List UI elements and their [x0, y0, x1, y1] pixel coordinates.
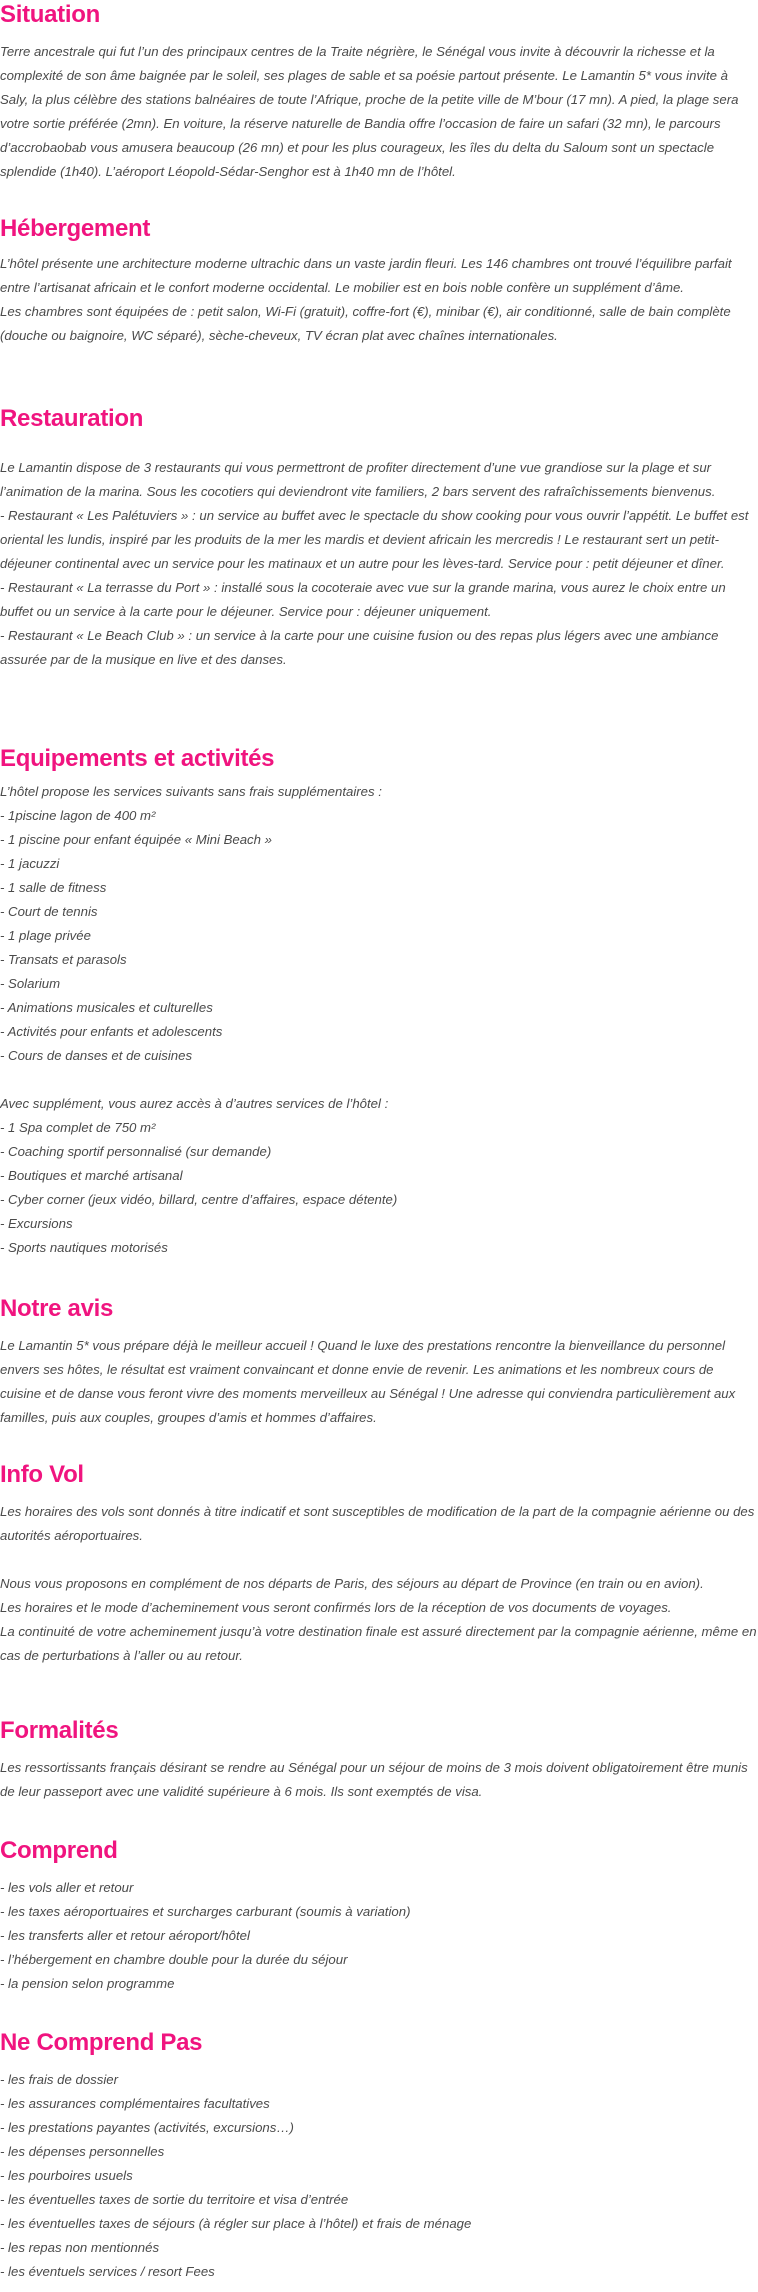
section-title-equipements: Equipements et activités — [0, 745, 275, 772]
section-title-info-vol: Info Vol — [0, 1461, 84, 1488]
list-item: - 1 piscine pour enfant équipée « Mini Beach » — [0, 832, 272, 847]
ne-comprend-pas-list — [0, 2068, 758, 2284]
list-item: - 1 jacuzzi — [0, 856, 60, 871]
list-item: - 1 plage privée — [0, 928, 91, 943]
section-avis — [0, 1294, 758, 1430]
section-formalites — [0, 1716, 758, 1804]
restauration-line: Le Lamantin dispose de 3 restaurants qui vous permettront de profiter directement d’une vue grandiose sur la plage et sur l’animation de la marina. Sous les cocotiers qui deviendront vite familiers, 2 bars servent des rafraîchissements bienvenus. — [0, 460, 716, 499]
section-hebergement — [0, 214, 758, 348]
list-item: - 1piscine lagon de 400 m² — [0, 808, 156, 823]
section-restauration — [0, 404, 758, 672]
infovol-line: Les horaires et le mode d’acheminement vous seront confirmés lors de la réception de vos documents de voyages. — [0, 1600, 672, 1615]
list-item: - les éventuels services / resort Fees — [0, 2264, 215, 2279]
hebergement-line: Les chambres sont équipées de : petit salon, Wi-Fi (gratuit), coffre-fort (€), minibar (€), air conditionné, salle de bain complète (douche ou baignoire, WC séparé), sèche-cheveux, TV écran plat avec chaînes internationales. — [0, 304, 731, 343]
list-item: - 1 Spa complet de 750 m² — [0, 1120, 156, 1135]
section-title-situation: Situation — [0, 1, 100, 28]
list-item: - les frais de dossier — [0, 2072, 118, 2087]
list-item: - les pourboires usuels — [0, 2168, 133, 2183]
list-item: - Solarium — [0, 976, 61, 991]
equipements-free-list — [0, 780, 758, 1260]
restauration-line: - Restaurant « Le Beach Club » : un service à la carte pour une cuisine fusion ou des repas plus légers avec une ambiance assurée par de la musique en live et des danses. — [0, 628, 719, 667]
infovol-line: La continuité de votre acheminement jusqu’à votre destination finale est assuré directement par la compagnie aérienne, même en cas de perturbations à l’aller ou au retour. — [0, 1624, 757, 1663]
list-item: - Boutiques et marché artisanal — [0, 1168, 183, 1183]
section-info-vol — [0, 1460, 758, 1668]
section-title-restauration: Restauration — [0, 405, 144, 432]
section-comprend — [0, 1836, 758, 1996]
list-item: - les assurances complémentaires facultatives — [0, 2096, 270, 2111]
avis-text: Le Lamantin 5* vous prépare déjà le meilleur accueil ! Quand le luxe des prestations rencontre la bienveillance du personnel envers ses hôtes, le résultat est vraiment convaincant et donne envie de revenir. Les animations et les nombreux cours de cuisine et de danse vous feront vivre des moments merveilleux au Sénégal ! Une adresse qui conviendra particulièrement aux familles, puis aux couples, groupes d’amis et hommes d’affaires. — [0, 1338, 736, 1425]
section-equipements — [0, 744, 758, 1260]
equipements-paid-intro: Avec supplément, vous aurez accès à d’autres services de l’hôtel : — [0, 1096, 389, 1111]
list-item: - Activités pour enfants et adolescents — [0, 1024, 223, 1039]
section-title-comprend: Comprend — [0, 1837, 118, 1864]
restauration-line: - Restaurant « La terrasse du Port » : installé sous la cocoteraie avec vue sur la grande marina, vous aurez le choix entre un buffet ou un service à la carte pour le déjeuner. Service pour : déjeuner uniquement. — [0, 580, 726, 619]
section-title-formalites: Formalités — [0, 1717, 119, 1744]
list-item: - Excursions — [0, 1216, 73, 1231]
list-item: - les éventuelles taxes de séjours (à régler sur place à l’hôtel) et frais de ménage — [0, 2216, 472, 2231]
section-title-ne-comprend-pas: Ne Comprend Pas — [0, 2029, 203, 2056]
equipements-intro: L’hôtel propose les services suivants sans frais supplémentaires : — [0, 784, 382, 799]
list-item: - Transats et parasols — [0, 952, 127, 967]
list-item: - les dépenses personnelles — [0, 2144, 165, 2159]
restauration-line: - Restaurant « Les Palétuviers » : un service au buffet avec le spectacle du show cooking pour vous ouvrir l’appétit. Le buffet est oriental les lundis, inspiré par les produits de la mer les mardis et devient africain les mercredis ! Le restaurant sert un petit-déjeuner continental avec un service pour les matinaux et un autre pour les lèves-tard. Service pour : petit déjeuner et dîner. — [0, 508, 749, 571]
hebergement-line: L’hôtel présente une architecture moderne ultrachic dans un vaste jardin fleuri. Les 146 chambres ont trouvé l’équilibre parfait entre l’artisanat africain et le confort moderne occidental. Le mobilier est en bois noble confère un supplément d’âme. — [0, 256, 732, 295]
list-item: - Cours de danses et de cuisines — [0, 1048, 193, 1063]
section-title-avis: Notre avis — [0, 1295, 114, 1322]
list-item: - Coaching sportif personnalisé (sur demande) — [0, 1144, 272, 1159]
list-item: - Court de tennis — [0, 904, 98, 919]
infovol-line: Les horaires des vols sont donnés à titre indicatif et sont susceptibles de modification de la part de la compagnie aérienne ou des autorités aéroportuaires. — [0, 1504, 755, 1543]
infovol-text — [0, 1500, 758, 1668]
comprend-list — [0, 1876, 758, 1996]
list-item: - les repas non mentionnés — [0, 2240, 160, 2255]
section-ne-comprend-pas — [0, 2028, 758, 2284]
spacer — [0, 1548, 758, 1572]
list-item: - Sports nautiques motorisés — [0, 1240, 168, 1255]
list-item: - Cyber corner (jeux vidéo, billard, centre d’affaires, espace détente) — [0, 1192, 398, 1207]
list-item: - Animations musicales et culturelles — [0, 1000, 213, 1015]
list-item: - les éventuelles taxes de sortie du territoire et visa d’entrée — [0, 2192, 349, 2207]
list-item: - les vols aller et retour — [0, 1880, 134, 1895]
list-item: - les transferts aller et retour aéroport/hôtel — [0, 1928, 250, 1943]
list-item: - 1 salle de fitness — [0, 880, 107, 895]
section-title-hebergement: Hébergement — [0, 215, 151, 242]
infovol-line: Nous vous proposons en complément de nos départs de Paris, des séjours au départ de Province (en train ou en avion). — [0, 1576, 704, 1591]
list-item: - l’hébergement en chambre double pour la durée du séjour — [0, 1952, 348, 1967]
list-item: - les taxes aéroportuaires et surcharges carburant (soumis à variation) — [0, 1904, 411, 1919]
restauration-text — [0, 456, 758, 672]
situation-text: Terre ancestrale qui fut l’un des principaux centres de la Traite négrière, le Sénégal vous invite à découvrir la richesse et la complexité de son âme baignée par le soleil, ses plages de sable et sa poésie partout présente. Le Lamantin 5* vous invite à Saly, la plus célèbre des stations balnéaires de toute l’Afrique, proche de la petite ville de M’bour (17 mn). A pied, la plage sera votre sortie préférée (2mn). En voiture, la réserve naturelle de Bandia offre l’occasion de faire un safari (32 mn), le parcours d’accrobaobab vous amusera beaucoup (26 mn) et pour les plus courageux, les îles du delta du Saloum sont un spectacle splendide (1h40). L’aéroport Léopold-Sédar-Senghor est à 1h40 mn de l’hôtel. — [0, 44, 739, 179]
section-situation — [0, 0, 758, 184]
list-item: - les prestations payantes (activités, excursions…) — [0, 2120, 294, 2135]
list-item: - la pension selon programme — [0, 1976, 175, 1991]
hebergement-text — [0, 252, 758, 348]
spacer — [0, 1068, 758, 1092]
formalites-text: Les ressortissants français désirant se rendre au Sénégal pour un séjour de moins de 3 mois doivent obligatoirement être munis de leur passeport avec une validité supérieure à 6 mois. Ils sont exemptés de visa. — [0, 1760, 748, 1799]
